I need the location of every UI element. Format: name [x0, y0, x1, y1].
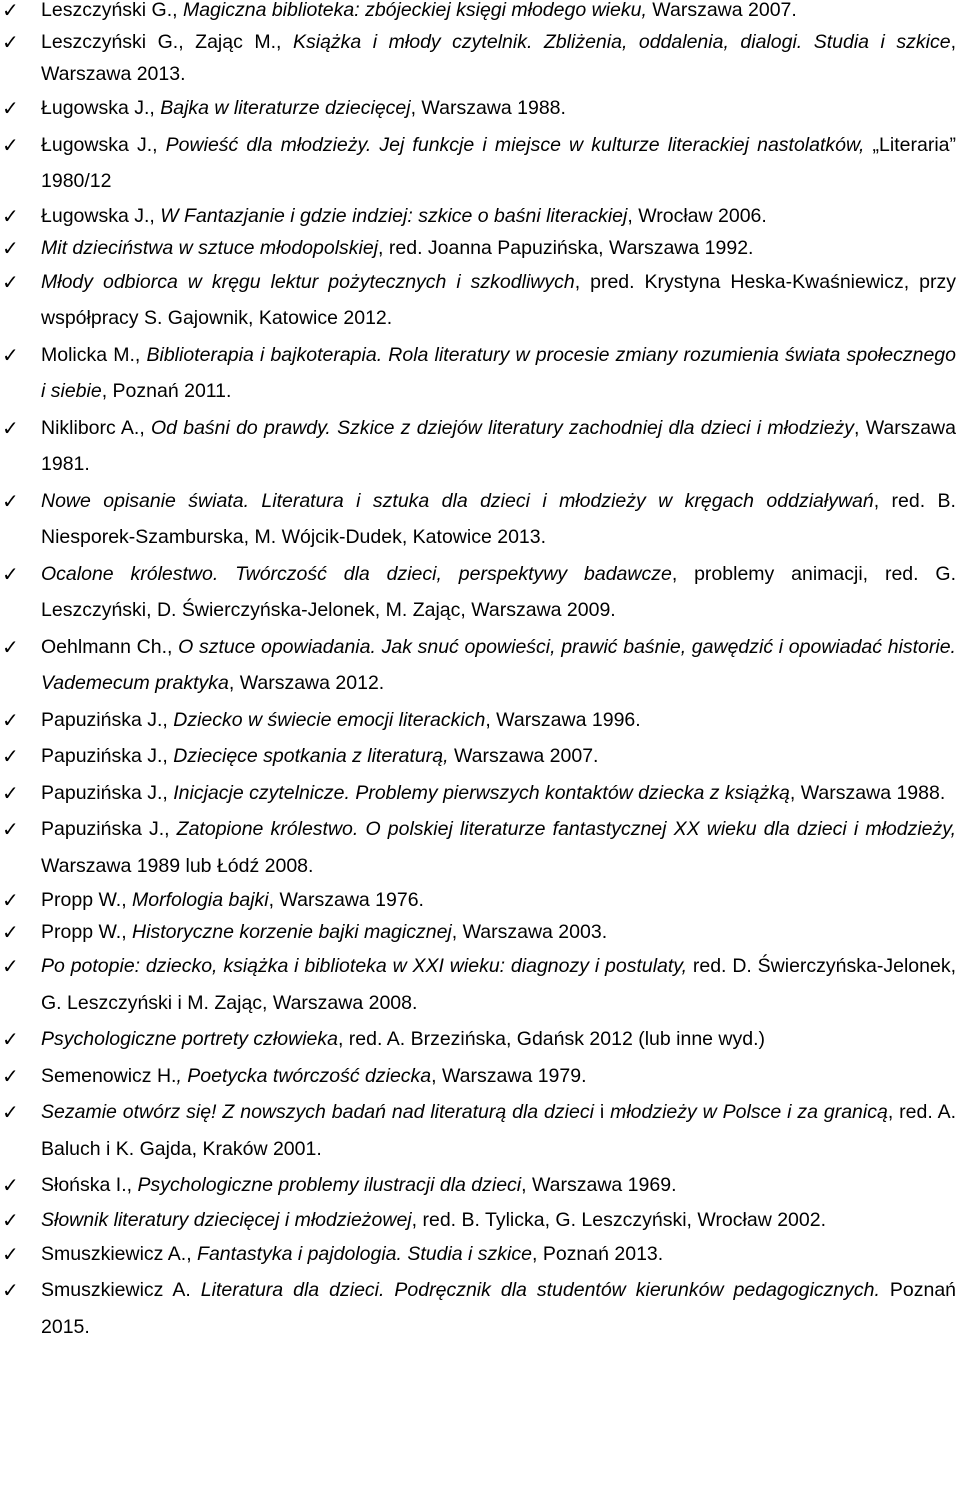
- checkmark-icon: ✓: [2, 30, 19, 54]
- entry-text: red. D. Świerczyńska-Jelonek, G. Leszczyński i M. Zając, Warszawa 2008.: [41, 955, 956, 1014]
- entry-text: , Warszawa 2003.: [451, 921, 608, 943]
- entry-text: , Warszawa 1981.: [41, 416, 956, 475]
- entry-text: Warszawa 1989 lub Łódź 2008.: [41, 854, 314, 877]
- bibliography-entry: [0, 916, 956, 948]
- entry-title-text: Podręcznik dla studentów kierunków pedagogicznych.: [394, 1279, 880, 1301]
- checkmark-icon: ✓: [2, 707, 19, 732]
- checkmark-icon: ✓: [2, 269, 19, 294]
- entry-title-text: Bajka w literaturze dziecięcej: [160, 97, 411, 119]
- bibliography-entry: [0, 26, 956, 90]
- checkmark-icon: ✓: [2, 96, 19, 120]
- entry-text: , Warszawa 2013.: [41, 31, 956, 85]
- bibliography-entry: [0, 556, 956, 629]
- bibliography-entry: [0, 811, 956, 884]
- entry-title-text: Inicjacje czytelnicze.: [173, 781, 350, 804]
- entry-text: , red. A. Baluch i K. Gajda, Kraków 2001.: [41, 1101, 957, 1160]
- checkmark-icon: ✓: [2, 1063, 19, 1088]
- entry-text: , red. Joanna Papuzińska, Warszawa 1992.: [378, 236, 754, 259]
- entry-text: , Warszawa 1988.: [789, 781, 946, 804]
- entry-text: Papuzińska J.,: [41, 818, 177, 840]
- entry-title-text: Dziecko w świecie emocji literackich: [173, 708, 486, 731]
- bibliography-entry: [0, 702, 956, 739]
- entry-title-text: młodzieży w Polsce i za granicą: [610, 1101, 888, 1123]
- checkmark-icon: ✓: [2, 235, 19, 260]
- bibliography-entry: [0, 264, 956, 337]
- entry-title-text: Psychologiczne portrety człowieka: [41, 1028, 338, 1050]
- bibliography-entry: [0, 884, 956, 916]
- entry-title-text: O polskiej literaturze fantastycznej XX wieku dla dzieci i młodzieży,: [365, 818, 956, 840]
- entry-title-text: , Poetycka twórczość dziecka: [176, 1064, 432, 1087]
- entry-text: Papuzińska J.,: [41, 745, 174, 767]
- checkmark-icon: ✓: [2, 132, 19, 157]
- checkmark-icon: ✓: [2, 561, 19, 586]
- checkmark-icon: ✓: [2, 920, 19, 944]
- entry-title-text: O sztuce opowiadania.: [178, 635, 376, 658]
- checkmark-icon: ✓: [2, 0, 19, 22]
- entry-title-text: Morfologia bajki: [132, 889, 269, 911]
- bibliography-entry: [0, 1236, 956, 1273]
- checkmark-icon: ✓: [2, 1278, 19, 1302]
- entry-text: [218, 563, 235, 585]
- entry-title-text: Magiczna biblioteka: zbójeckiej księgi młodego wieku,: [182, 0, 647, 21]
- entry-title-text: Literatura dla dzieci.: [200, 1279, 385, 1301]
- entry-text: Smuszkiewicz A.,: [41, 1242, 198, 1265]
- entry-text: , Warszawa 1979.: [431, 1064, 587, 1087]
- bibliography-entry: [0, 1167, 956, 1204]
- entry-title-text: Od baśni do prawdy.: [151, 416, 331, 439]
- entry-text: [384, 1279, 394, 1301]
- entry-text: Leszczyński G.,: [41, 0, 183, 21]
- bibliography-entry: [0, 1021, 956, 1058]
- entry-title-text: Zatopione królestwo.: [176, 818, 359, 840]
- checkmark-icon: ✓: [2, 1027, 19, 1051]
- bibliography-entry: [0, 410, 956, 483]
- entry-text: Nikliborc A.,: [41, 416, 151, 439]
- entry-title-text: Psychologiczne problemy ilustracji dla dzieci: [137, 1174, 522, 1196]
- entry-title-text: Problemy pierwszych kontaktów dziecka z książką: [355, 781, 790, 804]
- checkmark-icon: ✓: [2, 342, 19, 367]
- bibliography-entry: [0, 483, 956, 556]
- entry-text: Papuzińska J.,: [41, 781, 174, 804]
- bibliography-entry: [0, 127, 956, 200]
- entry-title-text: Słownik literatury dziecięcej i młodzieżowej: [41, 1208, 412, 1231]
- checkmark-icon: ✓: [2, 203, 19, 228]
- entry-title-text: Młody odbiorca w kręgu lektur pożytecznych i szkodliwych: [41, 270, 575, 293]
- entry-text: , red. A. Brzezińska, Gdańsk 2012 (lub inne wyd.): [337, 1028, 766, 1050]
- bibliography-entry: [0, 775, 956, 812]
- entry-text: Leszczyński G., Zając M.,: [41, 31, 293, 53]
- entry-text: Molicka M.,: [41, 343, 147, 366]
- entry-title-text: Szkice z dziejów literatury zachodniej dla dzieci i młodzieży: [337, 416, 855, 439]
- entry-text: i: [593, 1101, 611, 1123]
- entry-text: , red. B. Tylicka, G. Leszczyński, Wrocław 2002.: [411, 1208, 827, 1231]
- entry-text: , Poznań 2013.: [531, 1242, 664, 1265]
- bibliography-entry: [0, 0, 956, 26]
- entry-text: , Warszawa 1969.: [521, 1174, 677, 1196]
- entry-text: Ługowska J.,: [41, 97, 161, 119]
- entry-text: Poznań 2015.: [41, 1279, 957, 1338]
- entry-title-text: Nowe opisanie świata.: [41, 489, 249, 512]
- entry-title-text: Z nowszych badań nad literaturą dla dzieci: [222, 1101, 594, 1123]
- entry-title-text: Fantastyka i pajdologia. Studia i szkice: [197, 1242, 532, 1265]
- entry-title-text: Książka i młody czytelnik. Zbliżenia, oddalenia, dialogi. Studia i szkice: [292, 31, 951, 53]
- entry-text: Propp W.,: [41, 889, 133, 911]
- bibliography-entry: [0, 232, 956, 264]
- bibliography-entry: [0, 629, 956, 702]
- entry-text: [249, 490, 261, 512]
- entry-text: Papuzińska J.,: [41, 708, 174, 731]
- bibliography-entry: [0, 948, 956, 1021]
- entry-title-text: Ocalone królestwo.: [41, 562, 219, 585]
- entry-title-text: Historyczne korzenie bajki magicznej: [132, 921, 452, 943]
- checkmark-icon: ✓: [2, 488, 19, 513]
- entry-text: , Wrocław 2006.: [627, 204, 767, 227]
- entry-text: , Warszawa 2012.: [228, 672, 385, 694]
- entry-text: , Warszawa 1976.: [268, 889, 424, 911]
- bibliography-entry: [0, 1094, 956, 1167]
- entry-title-text: Literatura i sztuka dla dzieci i młodzieży w kręgach oddziaływań: [261, 489, 874, 512]
- checkmark-icon: ✓: [2, 1100, 19, 1124]
- entry-text: Propp W.,: [41, 921, 133, 943]
- entry-text: Ługowska J.,: [41, 204, 161, 227]
- entry-text: , Warszawa 1996.: [485, 708, 641, 731]
- checkmark-icon: ✓: [2, 780, 19, 805]
- checkmark-icon: ✓: [2, 888, 19, 912]
- entry-text: , problemy animacji, red. G. Leszczyński, D. Świerczyńska-Jelonek, M. Zając, Warszawa 2009.: [41, 562, 957, 621]
- bibliography-entry: [0, 738, 956, 775]
- bibliography-entry: [0, 200, 956, 232]
- entry-text: , red. B. Niesporek-Szamburska, M. Wójcik-Dudek, Katowice 2013.: [41, 489, 956, 548]
- entry-title-text: Rola literatury w procesie zmiany rozumienia świata społecznego i siebie: [41, 343, 956, 402]
- checkmark-icon: ✓: [2, 1241, 19, 1266]
- checkmark-icon: ✓: [2, 415, 19, 440]
- bibliography-entry: [0, 337, 956, 410]
- entry-title-text: Biblioterapia i bajkoterapia.: [146, 343, 383, 366]
- entry-text: „Literaria” 1980/12: [41, 133, 956, 192]
- entry-title-text: Sezamie otwórz się!: [41, 1101, 217, 1123]
- entry-title-text: Mit dzieciństwa w sztuce młodopolskiej: [41, 236, 379, 259]
- entry-text: Słońska I.,: [41, 1174, 138, 1196]
- entry-text: Warszawa 2007.: [448, 745, 599, 767]
- entry-text: , Poznań 2011.: [101, 380, 232, 402]
- entry-text: , pred. Krystyna Heska-Kwaśniewicz, przy współpracy S. Gajownik, Katowice 2012.: [41, 270, 956, 329]
- entry-text: Semenowicz H.: [41, 1064, 177, 1087]
- checkmark-icon: ✓: [2, 817, 19, 841]
- checkmark-icon: ✓: [2, 1173, 19, 1197]
- checkmark-icon: ✓: [2, 634, 19, 659]
- checkmark-icon: ✓: [2, 954, 19, 978]
- entry-title-text: Powieść dla młodzieży. Jej funkcje i miejsce w kulturze literackiej nastolatków,: [165, 133, 865, 156]
- entry-title-text: Twórczość dla dzieci, perspektywy badawcze: [235, 562, 672, 585]
- entry-text: Warszawa 2007.: [646, 0, 797, 21]
- checkmark-icon: ✓: [2, 744, 19, 768]
- entry-title-text: Po potopie: dziecko, książka i biblioteka w XXI wieku: diagnozy i postulaty,: [41, 955, 688, 977]
- entry-title-text: W Fantazjanie i gdzie indziej: szkice o baśni literackiej: [160, 204, 628, 227]
- bibliography-entry: [0, 1058, 956, 1095]
- bibliography-entry: [0, 1204, 956, 1236]
- entry-title-text: Jak snuć opowieści, prawić baśnie, gawędzić i opowiadać historie. Vademecum praktyka: [41, 635, 956, 694]
- entry-text: , Warszawa 1988.: [410, 97, 566, 119]
- entry-text: Oehlmann Ch.,: [41, 635, 179, 658]
- bibliography-entry: [0, 1272, 956, 1345]
- entry-text: Ługowska J.,: [41, 133, 166, 156]
- bibliography-entry: [0, 90, 956, 127]
- checkmark-icon: ✓: [2, 1207, 19, 1232]
- entry-title-text: Dziecięce spotkania z literaturą,: [173, 745, 449, 767]
- entry-text: Smuszkiewicz A.: [41, 1279, 201, 1301]
